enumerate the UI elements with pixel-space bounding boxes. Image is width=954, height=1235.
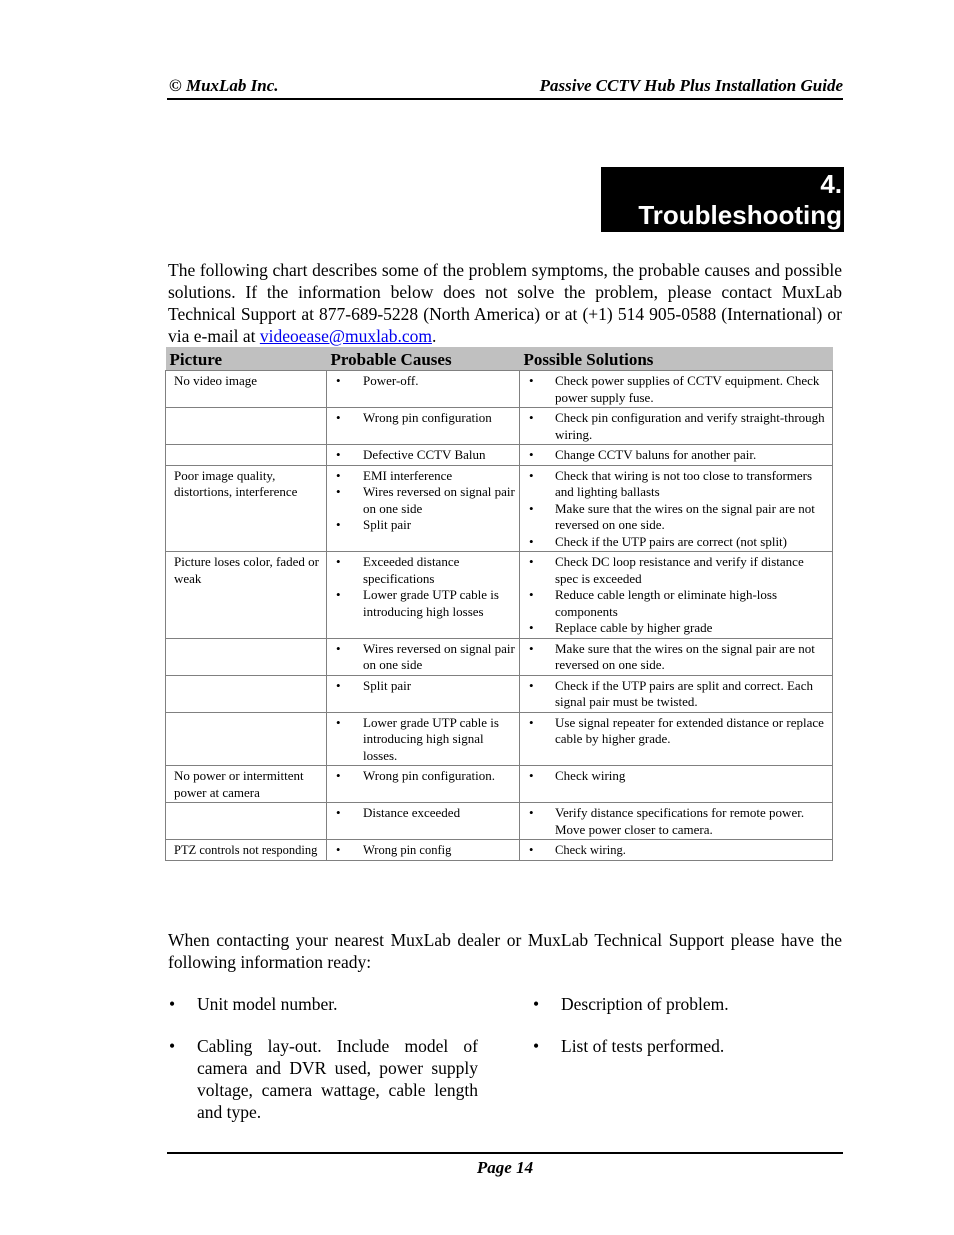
cell-possible-solutions	[520, 638, 833, 675]
list-item: • Lower grade UTP cable is introducing high signal losses.	[334, 715, 515, 765]
cell-picture	[166, 712, 327, 766]
cell-picture	[166, 408, 327, 445]
causes-list	[334, 373, 515, 390]
cell-picture	[166, 803, 327, 840]
cell-picture	[166, 638, 327, 675]
table-row	[166, 408, 833, 445]
list-item: • Check that wiring is not too close to transformers and lighting ballasts	[527, 468, 828, 501]
table-row	[166, 675, 833, 712]
list-item: • Make sure that the wires on the signal pair are not reversed on one side.	[527, 501, 828, 534]
table-row	[166, 840, 833, 861]
list-item: • Make sure that the wires on the signal pair are not reversed on one side.	[527, 641, 828, 674]
header-picture: Picture	[166, 347, 327, 371]
cell-possible-solutions	[520, 766, 833, 803]
causes-list	[334, 641, 515, 674]
list-item: • Check wiring	[527, 768, 828, 785]
page-footer	[167, 1152, 843, 1178]
cell-probable-causes	[327, 766, 520, 803]
list-item: • Check if the UTP pairs are split and correct. Each signal pair must be twisted.	[527, 678, 828, 711]
cell-possible-solutions	[520, 465, 833, 552]
list-item: • Wrong pin configuration.	[334, 768, 515, 785]
bullet: •	[533, 994, 540, 1014]
causes-list	[334, 410, 515, 427]
cell-picture	[166, 445, 327, 466]
list-item-text: List of tests performed.	[561, 1036, 725, 1056]
cell-picture: PTZ controls not responding	[166, 840, 327, 861]
contact-paragraph: When contacting your nearest MuxLab dealer or MuxLab Technical Support please have the following information ready:	[168, 930, 842, 972]
cell-probable-causes	[327, 803, 520, 840]
list-item: • Check wiring.	[527, 842, 828, 859]
causes-list	[334, 447, 515, 464]
solutions-list	[527, 373, 828, 406]
troubleshooting-table	[165, 347, 833, 861]
solutions-list	[527, 641, 828, 674]
table-row	[166, 638, 833, 675]
list-item-text: Unit model number.	[197, 994, 338, 1014]
cell-probable-causes	[327, 552, 520, 639]
table-header-row	[166, 347, 833, 371]
cell-possible-solutions	[520, 675, 833, 712]
solutions-list	[527, 768, 828, 785]
cell-probable-causes	[327, 840, 520, 861]
cell-probable-causes	[327, 445, 520, 466]
intro-end: .	[431, 326, 437, 346]
table-body	[166, 371, 833, 861]
header-possible-solutions: Possible Solutions	[520, 347, 833, 371]
cell-possible-solutions	[520, 803, 833, 840]
list-item: • Verify distance specifications for remote power. Move power closer to camera.	[527, 805, 828, 838]
list-item: • Replace cable by higher grade	[527, 620, 828, 637]
causes-list	[334, 678, 515, 695]
list-item: • Distance exceeded	[334, 805, 515, 822]
cell-possible-solutions	[520, 445, 833, 466]
list-item: • Wrong pin config	[334, 842, 515, 859]
cell-probable-causes	[327, 675, 520, 712]
cell-possible-solutions	[520, 371, 833, 408]
table-row	[166, 445, 833, 466]
header-probable-causes: Probable Causes	[327, 347, 520, 371]
list-item-text: Description of problem.	[561, 994, 729, 1014]
cell-probable-causes	[327, 712, 520, 766]
intro-paragraph	[168, 259, 842, 347]
support-email-link[interactable]: videoease@muxlab.com	[259, 326, 432, 346]
table-row	[166, 766, 833, 803]
chapter-heading	[601, 167, 844, 232]
cell-possible-solutions	[520, 408, 833, 445]
table-row	[166, 371, 833, 408]
list-item: • Check power supplies of CCTV equipment. Check power supply fuse.	[527, 373, 828, 406]
list-item: • Reduce cable length or eliminate high-loss components	[527, 587, 828, 620]
solutions-list	[527, 805, 828, 838]
causes-list	[334, 554, 515, 620]
solutions-list	[527, 554, 828, 637]
cell-probable-causes	[327, 465, 520, 552]
cell-possible-solutions	[520, 840, 833, 861]
list-item: • Wires reversed on signal pair on one side	[334, 641, 515, 674]
list-item: • Check pin configuration and verify straight-through wiring.	[527, 410, 828, 443]
list-item: • EMI interference	[334, 468, 515, 485]
bullet: •	[533, 1036, 540, 1056]
list-item: • Exceeded distance specifications	[334, 554, 515, 587]
solutions-list	[527, 678, 828, 711]
list-item: • Split pair	[334, 517, 515, 534]
causes-list	[334, 805, 515, 822]
list-item: • Defective CCTV Balun	[334, 447, 515, 464]
bullet: •	[169, 994, 176, 1014]
cell-picture: No video image	[166, 371, 327, 408]
intro-text: The following chart describes some of the problem symptoms, the probable causes and possible solutions. If the information below does not solve the problem, please contact MuxLab Technical Support at 877-689-5228 (North America) or at (+1) 514 905-0588 (International) or via e-mail at	[168, 260, 842, 346]
cell-picture: Poor image quality, distortions, interference	[166, 465, 327, 552]
table-row	[166, 552, 833, 639]
chapter-number: 4.	[820, 169, 842, 199]
solutions-list	[527, 410, 828, 443]
list-item-text: Cabling lay-out. Include model of camera and DVR used, power supply voltage, camera wattage, cable length and type.	[197, 1036, 478, 1122]
solutions-list	[527, 842, 828, 859]
list-item: • Wrong pin configuration	[334, 410, 515, 427]
solutions-list	[527, 447, 828, 464]
cell-probable-causes	[327, 638, 520, 675]
cell-picture: Picture loses color, faded or weak	[166, 552, 327, 639]
bullet: •	[169, 1036, 176, 1056]
header-guide-title: Passive CCTV Hub Plus Installation Guide	[539, 76, 843, 95]
table-row	[166, 803, 833, 840]
table-row	[166, 465, 833, 552]
cell-possible-solutions	[520, 712, 833, 766]
causes-list	[334, 715, 515, 765]
solutions-list	[527, 715, 828, 748]
cell-picture: No power or intermittent power at camera	[166, 766, 327, 803]
cell-possible-solutions	[520, 552, 833, 639]
cell-probable-causes	[327, 371, 520, 408]
solutions-list	[527, 468, 828, 551]
cell-picture	[166, 675, 327, 712]
causes-list	[334, 768, 515, 785]
list-item: • Split pair	[334, 678, 515, 695]
list-item: • Wires reversed on signal pair on one side	[334, 484, 515, 517]
causes-list	[334, 468, 515, 534]
chapter-title: Troubleshooting	[638, 200, 842, 230]
header-company: © MuxLab Inc.	[169, 76, 279, 95]
page-number: Page 14	[476, 1158, 534, 1177]
list-item: • Change CCTV baluns for another pair.	[527, 447, 828, 464]
list-item: • Check if the UTP pairs are correct (not split)	[527, 534, 828, 551]
list-item: • Lower grade UTP cable is introducing high losses	[334, 587, 515, 620]
cell-probable-causes	[327, 408, 520, 445]
table-row	[166, 712, 833, 766]
list-item: • Check DC loop resistance and verify if distance spec is exceeded	[527, 554, 828, 587]
causes-list	[334, 842, 515, 859]
list-item: • Use signal repeater for extended distance or replace cable by higher grade.	[527, 715, 828, 748]
list-item: • Power-off.	[334, 373, 515, 390]
page-header	[167, 74, 843, 100]
